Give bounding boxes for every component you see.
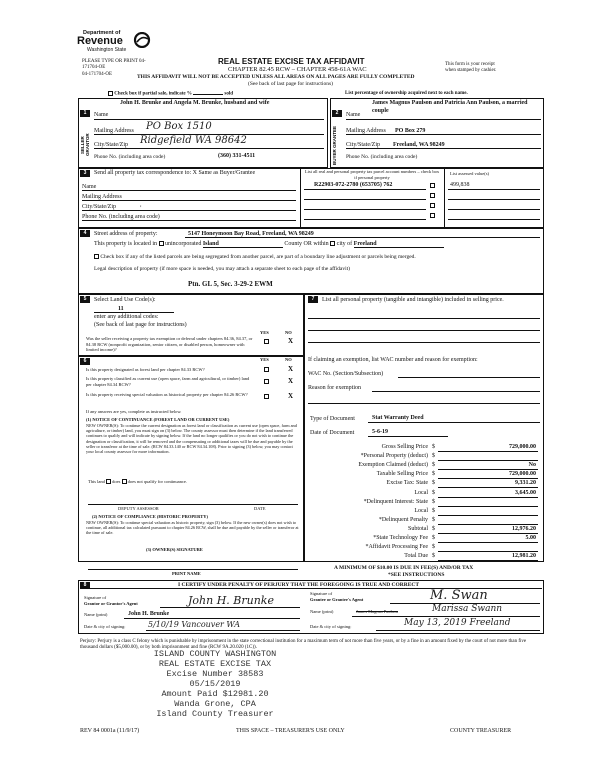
tax-row [310, 544, 540, 553]
current-use-question: Is this property classified as current use (open space, farm and agricultural, or timber) land per chapter 84.34 RCW? [86, 376, 250, 387]
land-use-code: 11 [118, 306, 124, 312]
stamp-line-5: Amount Paid $12981.20 [161, 689, 269, 699]
this-land-label: This land [88, 479, 105, 484]
stamp-line-2: REAL ESTATE EXCISE TAX [158, 659, 272, 669]
parcel-checkbox-1[interactable] [430, 183, 435, 188]
historic-question: Is this property receiving special valuation as historical property per chapter 84.26 RCW? [86, 392, 248, 397]
city-of-label: city of [336, 241, 353, 247]
section-4-number: 4 [80, 230, 90, 237]
assessed-heading: List assessed value(s) [450, 171, 489, 176]
stamp-line-3: Excise Number 38583 [166, 669, 264, 679]
forest-question: Is this property designated as forest land per chapter 84.33 RCW? [86, 367, 205, 372]
does-not-checkbox[interactable] [122, 479, 127, 484]
no-header-6: NO [285, 357, 292, 362]
land-use-label: Select Land Use Code(s): [94, 297, 156, 303]
no-header-5: NO [285, 330, 292, 335]
tax-row [310, 553, 540, 562]
seller-city: Ridgefield WA 98642 [140, 135, 247, 146]
see-instructions: *SEE INSTRUCTIONS [388, 572, 445, 578]
tax-row-currency: $ [432, 507, 435, 514]
unincorporated-checkbox[interactable] [159, 241, 164, 246]
city-value: Freeland [354, 241, 444, 248]
grantee-sig-label-2: Grantee or Grantee's Agent [310, 597, 364, 602]
ownership-note: List percentage of ownership acquired next to each name. [345, 91, 468, 96]
chapter-line: CHAPTER 82.45 RCW – CHAPTER 458-61A WAC [228, 66, 367, 73]
tax-row-currency: $ [432, 462, 435, 469]
tax-row-value: 729,000.00 [509, 471, 536, 478]
buyer-grantee-label: BUYER GRANTEE [332, 125, 337, 165]
buyer-address-label: Mailing Address [346, 128, 386, 134]
city-checkbox[interactable] [330, 241, 335, 246]
buyer-name-label: Name [346, 112, 361, 118]
correspondence-text: Send all property tax correspondence to: [94, 170, 192, 176]
see-back-land-use: (See back of last page for instructions) [94, 322, 187, 328]
current-use-no-answer: X [288, 377, 294, 385]
receipt-line-1: This form is your receipt [445, 62, 495, 67]
tax-row-label: Total Due [404, 553, 428, 560]
parcel-number: R22903-072-2780 (653705) 762 [314, 182, 393, 188]
minimum-due-note: A MINIMUM OF $10.00 IS DUE IN FEE(S) AND/OR TAX [334, 565, 474, 571]
owner-signature-label: (3) OWNER(S) SIGNATURE [146, 547, 203, 552]
grantor-sig-label [84, 595, 138, 607]
grantor-sig-label-1: Signature of [84, 595, 107, 600]
tax-row [310, 471, 540, 480]
forest-no-answer: X [288, 365, 294, 373]
additional-codes-label: enter any additional codes: [94, 314, 159, 320]
notice-compliance-title: (2) NOTICE OF COMPLIANCE (HISTORIC PROPERTY) [92, 514, 208, 519]
same-as-buyer: X Same as Buyer/Grantee [192, 170, 256, 176]
parcel-checkbox-3[interactable] [430, 203, 435, 208]
county-value: Island [203, 241, 283, 248]
corr-city-label: City/State/Zip [82, 204, 116, 210]
grantor-sig-label-2: Grantor or Grantor's Agent [84, 601, 138, 606]
doc-type-label: Type of Document [310, 416, 355, 422]
current-use-yes-checkbox[interactable] [264, 379, 269, 384]
assessed-value: 499,838 [450, 182, 470, 188]
print-name-label: PRINT NAME [172, 571, 201, 576]
notice-compliance-text: NEW OWNER(S): To continue special valuation as historic property, sign (3) below. If the new owner(s) does not wish to continue, all additional tax calculated pursuant to chapter 84.26 RCW, shall be due and payable by the seller or transferor at the time of sale. [86, 520, 299, 536]
section-2-number: 2 [332, 110, 342, 117]
section-8-number: 8 [80, 582, 90, 589]
correspondence-label [94, 170, 255, 176]
tax-row-label: *State Technology Fee [373, 535, 428, 541]
segregate-row [94, 254, 416, 260]
county-label: County OR within [284, 241, 329, 247]
tax-row-currency: $ [432, 525, 435, 532]
grantor-date-label: Date & city of signing: [84, 624, 126, 629]
buyer-name: James Magnus Paulson and Patricia Ann Paulson, a married couple [372, 100, 528, 114]
segregate-checkbox[interactable] [94, 254, 99, 259]
exempt-no-answer: X [288, 337, 294, 345]
tax-row-currency: $ [432, 489, 435, 496]
tax-row-label: Excise Tax: State [386, 480, 428, 487]
tax-row-currency: $ [432, 471, 435, 478]
seller-address-label: Mailing Address [94, 128, 134, 134]
parcel-heading: List all real and personal property tax parcel account numbers – check box if personal property [304, 169, 440, 180]
tax-row [310, 453, 540, 462]
buyer-city-label: City/State/Zip [346, 142, 380, 148]
doc-date: 5-6-19 [372, 429, 388, 435]
grantee-date-label: Date & city of signing: [310, 624, 352, 629]
notice-continuance-title: (1) NOTICE OF CONTINUANCE (FOREST LAND OR CURRENT USE) [86, 417, 230, 422]
historic-yes-checkbox[interactable] [264, 394, 269, 399]
section-7-number: 7 [308, 296, 318, 303]
unincorporated-label: unincorporated [165, 241, 202, 247]
tax-row-currency: $ [432, 535, 435, 541]
form-code-2: 04-171704-OE [82, 72, 112, 77]
tax-row [310, 517, 540, 526]
historic-no-answer: X [288, 392, 294, 400]
tax-row [310, 499, 540, 508]
tax-row-label: Local [414, 507, 428, 514]
grantee-date-city: May 13, 2019 Freeland [404, 618, 511, 628]
tax-row-value: 9,331.20 [515, 480, 536, 487]
sold-label: sold [224, 91, 234, 97]
corr-city: , [140, 202, 142, 208]
seller-name-label: Name [94, 112, 109, 118]
tax-row-currency: $ [432, 553, 435, 560]
seller-phone-label: Phone No. (including area code) [94, 154, 166, 160]
corr-name-label: Name [82, 184, 97, 190]
buyer-city: Freeland, WA 98249 [393, 142, 445, 148]
stamp-line-6: Wanda Grone, CPA [174, 699, 256, 709]
treasurer-use-only: THIS SPACE – TREASURER'S USE ONLY [236, 728, 345, 734]
street-address: 5147 Honeymoon Bay Road, Freeland, WA 98249 [188, 231, 314, 237]
tax-row [310, 508, 540, 517]
legal-label: Legal description of property (if more space is needed, you may attach a separate sheet to each page of the affidavit) [94, 266, 350, 272]
tax-row-value: 12,976.20 [512, 525, 536, 532]
street-label: Street address of property: [94, 231, 158, 237]
tax-row-value: 729,000.00 [509, 444, 536, 450]
seller-address: PO Box 1510 [146, 121, 212, 132]
wac-label: WAC No. (Section/Subsection) [308, 371, 384, 377]
tax-row [310, 444, 540, 453]
grantor-signature: John H. Brunke [188, 594, 274, 607]
logo-wa-text: Washington State [87, 47, 127, 53]
tax-row-currency: $ [432, 480, 435, 487]
grantee-signature: M. Swan [430, 588, 488, 603]
grantee-sig-label [310, 591, 363, 603]
grantee-sig-label-1: Signature of [310, 591, 333, 596]
partial-sale-label: Check box if partial sale, indicate % [114, 91, 192, 97]
exemption-question: Was the seller receiving a property tax exemption or deferral under chapters 84.36, 84.37, or 84.38 RCW (nonprofit organization, senior citizen, or disabled person, homeowner with limited income)? [86, 336, 253, 352]
doc-type: Stat Warranty Deed [372, 415, 424, 421]
this-land-row [88, 479, 187, 484]
stamp-line-4: 05/15/2019 [189, 679, 241, 689]
tax-row-currency: $ [432, 444, 435, 450]
stamp-line-7: Island County Treasurer [156, 709, 274, 719]
tax-row-label: Taxable Selling Price [376, 471, 428, 478]
section-5-number: 5 [80, 296, 90, 303]
grantor-print-label: Name (print) [84, 612, 108, 617]
doc-date-label: Date of Document [310, 430, 355, 436]
logo-revenue-text: Revenue [77, 35, 123, 47]
located-row [94, 241, 444, 248]
corr-phone-label: Phone No. (including area code) [82, 214, 160, 220]
yes-header-5: YES [260, 330, 269, 335]
section-6-number: 6 [80, 358, 90, 365]
exemption-claim-label: If claiming an exemption, list WAC number and reason for exemption: [308, 357, 478, 363]
corr-address-label: Mailing Address [82, 194, 122, 200]
treasurer-stamp [130, 649, 300, 719]
tax-row-value: 3,645.00 [515, 489, 536, 496]
logo-dept-text: Department of [83, 30, 121, 36]
does-checkbox[interactable] [106, 479, 111, 484]
tax-row-currency: $ [432, 498, 435, 505]
seller-phone: (360) 331-4511 [218, 153, 256, 159]
page-title: REAL ESTATE EXCISE TAX AFFIDAVIT [218, 57, 365, 66]
yes-header-6: YES [260, 357, 269, 362]
tax-row [310, 462, 540, 471]
parcel-checkbox-4[interactable] [430, 213, 435, 218]
does-label: does [112, 479, 121, 484]
seller-grantor-label: SELLER GRANTOR [80, 133, 90, 157]
tax-row-value: 5.00 [525, 535, 536, 541]
tax-row-label: *Delinquent Penalty [378, 516, 428, 523]
grantee-print-label: Name (print) [310, 609, 334, 614]
tax-row-label: *Personal Property (deduct) [360, 453, 428, 460]
parcel-checkbox-2[interactable] [430, 193, 435, 198]
seller-city-label: City/State/Zip [94, 142, 128, 148]
deputy-date-label: DATE [254, 506, 266, 511]
tax-row-currency: $ [432, 453, 435, 460]
see-back-line: (See back of last page for instructions) [248, 81, 333, 87]
county-treasurer-label: COUNTY TREASURER [450, 728, 512, 734]
personal-property-label: List all personal property (tangible and intangible) included in selling price. [322, 297, 504, 303]
tax-row-label: Subtotal [407, 525, 428, 532]
deputy-assessor-label: DEPUTY ASSESSOR [118, 506, 159, 511]
tax-row-value: No [528, 462, 536, 469]
located-label: This property is located in [94, 241, 157, 247]
does-not-label: does not qualify for continuance. [127, 479, 187, 484]
tax-row [310, 480, 540, 489]
warning-line: THIS AFFIDAVIT WILL NOT BE ACCEPTED UNLESS ALL AREAS ON ALL PAGES ARE FULLY COMPLETED [137, 74, 415, 80]
grantee-print-typed: James Magnus Paulson [356, 609, 398, 614]
partial-sale-row [108, 91, 233, 97]
notice-continuance-text: NEW OWNER(S): To continue the current designation as forest land or classification as current use (open space, farm and agriculture, or timber) land, you must sign on (3) below. The county assessor must then determine if the land transferred continues to qualify and will indicate by signing below. If the land no longer qualifies or you do not wish to continue the designation or classification, it will be removed and the compensating or additional taxes will be due and payable by the seller or transferor at the time of sale. (RCW 84.33.140 or RCW 84.34.108). Prior to signing (3) below, you may contact your local county assessor for more information. [86, 423, 297, 455]
forest-yes-checkbox[interactable] [264, 367, 269, 372]
segregate-label: Check box if any of the listed parcels are being segregated from another parcel, are part of a boundary line adjustment or parcels being merged. [100, 254, 416, 260]
receipt-line-2: when stamped by cashier. [445, 68, 497, 73]
tax-row [310, 490, 540, 499]
perjury-notice: Perjury: Perjury is a class C felony which is punishable by imprisonment in the state correctional institution for a maximum term of not more than five years, or by a fine in an amount fixed by the court of not more than five thousand dollars ($5,000.00), or by both imprisonment and fine (RCW 9A.20.020 (1C)). [80, 639, 527, 650]
seller-name: John H. Brunke and Angela M. Brunke, husband and wife [120, 100, 270, 106]
section-1-number: 1 [80, 110, 90, 117]
buyer-phone-label: Phone No. (including area code) [346, 154, 418, 160]
tax-row-label: Local [414, 489, 428, 496]
partial-sale-checkbox[interactable] [108, 91, 113, 96]
stamp-line-1: ISLAND COUNTY WASHINGTON [153, 649, 277, 659]
tax-row-label: Exemption Claimed (deduct) [358, 462, 428, 469]
grantor-date-city: 5/10/19 Vancouver WA [148, 620, 241, 629]
form-code-1: 171704-OE [82, 65, 106, 70]
logo-swirl-icon [133, 32, 151, 48]
grantor-print-name: John H. Brunke [128, 611, 170, 617]
tax-row-label: *Affidavit Processing Fee [365, 544, 428, 551]
tax-row-currency: $ [432, 516, 435, 523]
certify-statement: I CERTIFY UNDER PENALTY OF PERJURY THAT THE FOREGOING IS TRUE AND CORRECT [178, 582, 420, 588]
legal-description: Ptn. GL 5, Sec. 3-29-2 EWM [188, 280, 273, 288]
reason-label: Reason for exemption [308, 385, 361, 391]
tax-row-label: Gross Selling Price [381, 444, 428, 450]
exempt-yes-checkbox[interactable] [264, 339, 269, 344]
section-3-number: 3 [80, 170, 90, 177]
buyer-address: PO Box 279 [395, 128, 426, 134]
print-instruction: PLEASE TYPE OR PRINT 04- [82, 59, 146, 64]
if-any-yes: If any answers are yes, complete as instructed below. [86, 409, 182, 414]
dor-logo [77, 30, 155, 58]
tax-row-label: *Delinquent Interest: State [363, 498, 428, 505]
rev-form-number: REV 84 0001a (11/9/17) [80, 728, 140, 734]
tax-row-value: 12,981.20 [512, 553, 536, 560]
tax-row-currency: $ [432, 544, 435, 551]
tax-row [310, 526, 540, 535]
grantee-print-hand: Marissa Swann [432, 604, 503, 614]
tax-row [310, 535, 540, 544]
